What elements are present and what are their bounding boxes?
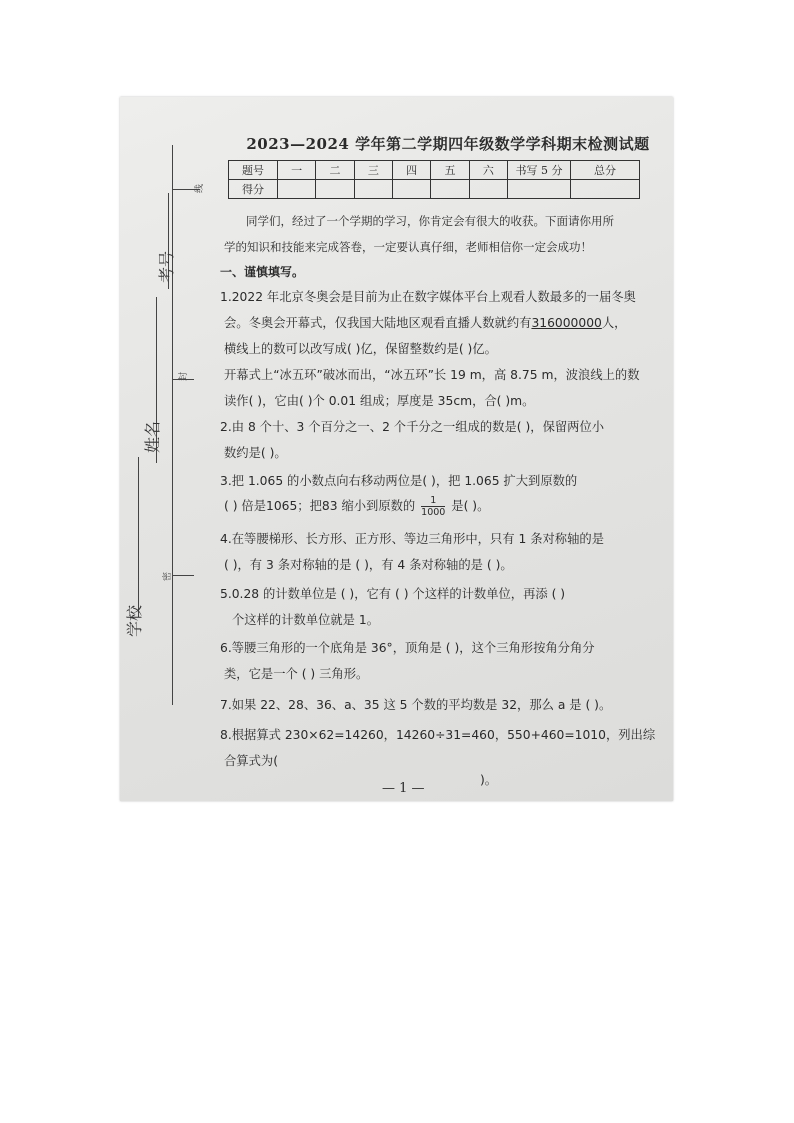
school-label: 学校 (125, 604, 144, 637)
binding-strip (120, 97, 215, 801)
q5-line-1: 5.0.28 的计数单位是 ( )，它有 ( ) 个这样的计数单位，再添 ( ) (220, 587, 566, 601)
score-header-cell: 五 (431, 161, 469, 180)
q7-line-1: 7.如果 22、28、36、a、35 这 5 个数的平均数是 32，那么 a 是 ( )。 (220, 698, 612, 712)
q1-underlined-number: 316000000 (531, 316, 602, 330)
score-cell[interactable] (571, 180, 640, 199)
q6-line-2: 类，它是一个 ( ) 三角形。 (224, 667, 369, 681)
q1-line-5: 读作( )，它由( )个 0.01 组成；厚度是 35cm，合( )m。 (224, 394, 535, 408)
exam-no-label: 考号 (157, 250, 176, 283)
score-table-header-row (229, 161, 640, 180)
q1-line-4: 开幕式上“冰五环”破冰而出，“冰五环”长 19 m，高 8.75 m，波浪线上的数 (224, 368, 640, 382)
score-header-cell: 二 (316, 161, 354, 180)
binding-fold-line (172, 145, 173, 705)
q3-text: ( ) 倍是1065；把83 缩小到原数的 (224, 499, 416, 513)
q5-line-2: 个这样的计数单位就是 1。 (232, 613, 379, 627)
score-table-score-row (229, 180, 640, 199)
score-table (228, 160, 640, 199)
score-cell[interactable] (392, 180, 430, 199)
q3-line-1: 3.把 1.065 的小数点向右移动两位是( )，把 1.065 扩大到原数的 (220, 474, 578, 488)
q2-line-1: 2.由 8 个十、3 个百分之一、2 个千分之一组成的数是( )，保留两位小 (220, 420, 605, 434)
q8-line-1: 8.根据算式 230×62=14260，14260÷31=460，550+460=1010，列出综 (220, 728, 656, 742)
q4-line-1: 4.在等腰梯形、长方形、正方形、等边三角形中，只有 1 条对称轴的是 (220, 532, 604, 546)
score-header-cell: 三 (354, 161, 392, 180)
score-cell[interactable] (508, 180, 571, 199)
q8-line-3: )。 (480, 773, 498, 787)
q1-line-1: 1.2022 年北京冬奥会是目前为止在数字媒体平台上观看人数最多的一届冬奥 (220, 290, 636, 304)
binding-mark-xian: 线 (195, 183, 205, 193)
page-number: — 1 — (382, 781, 425, 796)
q1-line-2 (224, 313, 626, 331)
q1-text: 人， (601, 316, 627, 330)
intro-line-2: 学的知识和技能来完成答卷，一定要认真仔细，老师相信你一定会成功！ (224, 240, 592, 254)
q4-line-2: ( )，有 3 条对称轴的是 ( )，有 4 条对称轴的是 ( )。 (224, 558, 513, 572)
score-header-cell: 六 (469, 161, 507, 180)
score-cell[interactable] (354, 180, 392, 199)
name-label: 姓名 (143, 420, 162, 453)
q3-text: 是( )。 (451, 499, 490, 513)
intro-line-1: 同学们，经过了一个学期的学习，你肯定会有很大的收获。下面请你用所 (246, 214, 614, 228)
fraction-one-thousandth (421, 495, 445, 518)
score-row-label: 得分 (229, 180, 278, 199)
exam-photo (120, 97, 673, 801)
score-header-cell: 总分 (571, 161, 640, 180)
score-header-cell: 书写 5 分 (508, 161, 571, 180)
score-cell[interactable] (431, 180, 469, 199)
q6-line-1: 6.等腰三角形的一个底角是 36°，顶角是 ( )，这个三角形按角分角分 (220, 641, 595, 655)
score-cell[interactable] (469, 180, 507, 199)
fraction-numerator: 1 (421, 495, 445, 507)
q2-line-2: 数约是( )。 (224, 446, 287, 460)
score-header-cell: 一 (278, 161, 316, 180)
section-heading-1: 一、谨慎填写。 (220, 265, 305, 279)
fraction-denominator: 1000 (421, 507, 446, 518)
school-blank (138, 457, 139, 617)
score-header-cell: 题号 (229, 161, 278, 180)
score-cell[interactable] (316, 180, 354, 199)
q8-line-2: 合算式为( (224, 754, 278, 768)
binding-mark-mi: 密 (163, 571, 173, 581)
q1-line-3: 横线上的数可以改写成( )亿，保留整数约是( )亿。 (224, 342, 497, 356)
binding-mark-line (172, 575, 194, 576)
q3-line-2 (224, 495, 489, 518)
score-cell[interactable] (278, 180, 316, 199)
exam-title: 2023—2024 学年第二学期四年级数学学科期末检测试题 (246, 135, 650, 153)
score-header-cell: 四 (392, 161, 430, 180)
binding-mark-feng: 封 (179, 371, 189, 381)
q1-text: 会。冬奥会开幕式，仅我国大陆地区观看直播人数就约有 (224, 316, 532, 330)
